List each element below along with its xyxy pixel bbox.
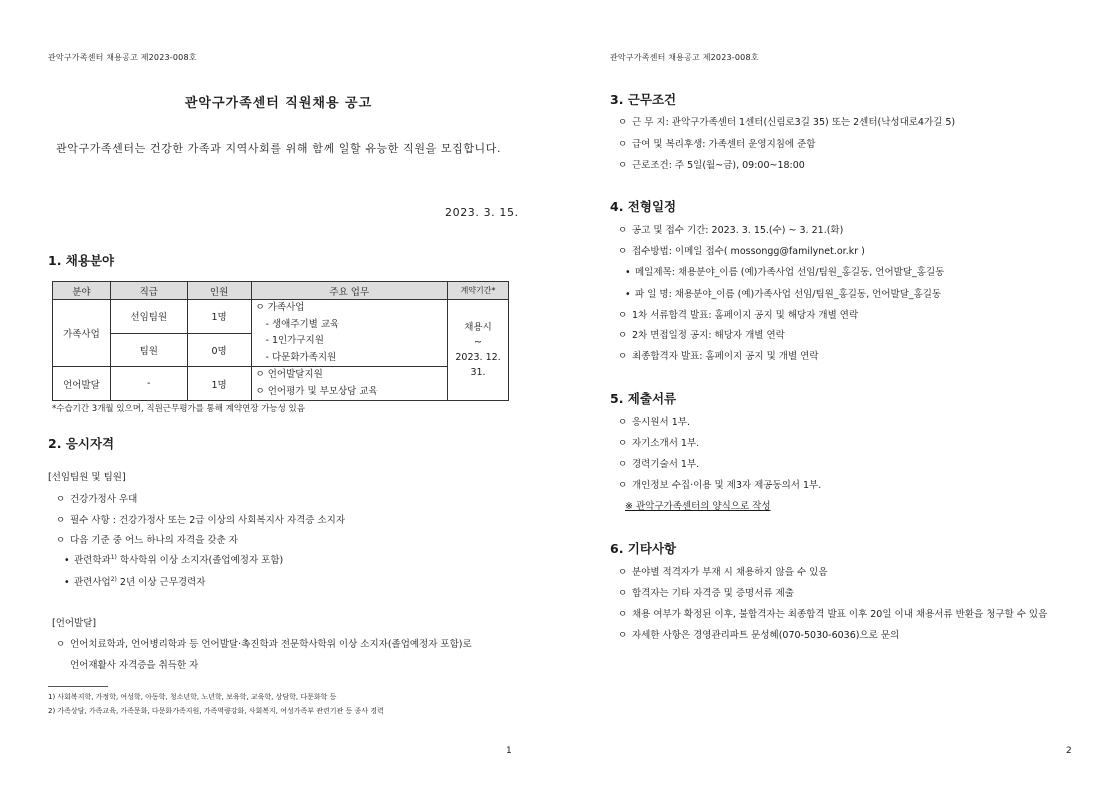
circle-bullet-icon: ㅇ: [618, 630, 628, 641]
table-header-cell: 주요 업무: [251, 282, 448, 300]
list-item-text: 관련사업: [74, 577, 111, 588]
circle-bullet-icon: ㅇ: [618, 246, 628, 257]
table-row: [53, 367, 509, 401]
contract-cell: [448, 300, 509, 401]
section-heading-documents: 5. 제출서류: [610, 391, 677, 406]
group-label: [선임팀원 및 팀원]: [48, 472, 126, 483]
circle-bullet-icon: ㅇ: [618, 588, 628, 599]
section-heading-schedule: 4. 전형일정: [610, 199, 677, 214]
field-cell: 언어발달: [53, 367, 111, 401]
list-item-text: 건강가정사 우대: [70, 494, 138, 505]
list-item-text: 관련학과: [74, 555, 111, 566]
list-item-text: 개인정보 수집·이용 및 제3자 제공동의서 1부.: [632, 480, 822, 491]
bullet-icon: •: [64, 577, 70, 588]
footnote: 2) 가족상담, 가족교육, 가족문화, 다문화가족지원, 가족역량강화, 사회복지, 여성가족부 관련기관 등 종사 경력: [48, 707, 384, 715]
page-2: [557, 0, 1114, 787]
list-item-text: 최종합격자 발표: 홈페이지 공지 및 개별 연락: [632, 351, 819, 362]
list-item: [618, 477, 821, 491]
circle-bullet-icon: ㅇ: [56, 639, 66, 650]
list-item: [56, 636, 472, 650]
circle-bullet-icon: ㅇ: [618, 459, 628, 470]
bullet-icon: •: [625, 289, 631, 300]
list-item: [618, 114, 955, 128]
list-item-text: 자기소개서 1부.: [632, 438, 700, 449]
circle-bullet-icon: ㅇ: [618, 330, 628, 341]
sub-list-item: [625, 264, 944, 278]
circle-bullet-icon: ㅇ: [618, 480, 628, 491]
page-header: 관악구가족센터 채용공고 제2023-008호: [610, 53, 759, 62]
recruitment-table: [52, 281, 509, 401]
group-label: [언어발달]: [52, 618, 97, 629]
section-heading-recruitment: 1. 채용분야: [48, 253, 115, 268]
duty-line: ㅇ 가족사업: [255, 302, 305, 313]
list-item-text: 분야별 적격자가 부재 시 채용하지 않을 수 있음: [632, 567, 828, 578]
list-item: [618, 456, 699, 470]
circle-bullet-icon: ㅇ: [618, 310, 628, 321]
list-item-text: 급여 및 복리후생: 가족센터 운영지침에 준함: [632, 139, 816, 150]
table-row: [53, 300, 509, 334]
list-item-text: 파 일 명: 채용분야_이름 (예)가족사업 선임/팀원_홍길동, 언어발달_홍길동: [635, 289, 942, 300]
count-cell: 1명: [187, 300, 251, 334]
circle-bullet-icon: ㅇ: [56, 535, 66, 546]
list-item-text: 접수방법: 이메일 접수( mossongg@familynet.or.kr ): [632, 246, 865, 257]
footnote-ref: 2): [110, 575, 117, 583]
table-header-cell: 분야: [53, 282, 111, 300]
sub-list-item: [64, 552, 283, 566]
list-item-text: 근로조건: 주 5일(월~금), 09:00~18:00: [632, 160, 805, 171]
duty-line: ㅇ 언어평가 및 부모상담 교육: [255, 385, 378, 397]
count-cell: 0명: [187, 333, 251, 367]
list-item-text: 1차 서류합격 발표: 홈페이지 공지 및 해당자 개별 연락: [632, 310, 859, 321]
list-item-text: 근 무 지: 관악구가족센터 1센터(신림로3길 35) 또는 2센터(낙성대로4가길 5): [632, 117, 956, 128]
circle-bullet-icon: ㅇ: [618, 567, 628, 578]
circle-bullet-icon: ㅇ: [618, 117, 628, 128]
page-number: 2: [1066, 746, 1072, 756]
list-item-text: 메일제목: 채용분야_이름 (예)가족사업 선임/팀원_홍길동, 언어발달_홍길동: [635, 267, 945, 278]
list-item-text: 채용 여부가 확정된 이후, 불합격자는 최종합격 발표 이후 20일 이내 채용서류 반환을 청구할 수 있음: [632, 609, 1048, 620]
duty-line: - 생애주기별 교육: [265, 318, 340, 330]
bullet-icon: •: [64, 555, 70, 566]
footnote-divider: [48, 686, 108, 687]
circle-bullet-icon: ㅇ: [618, 417, 628, 428]
list-item: [56, 532, 238, 546]
sub-list-item: [64, 574, 205, 588]
list-item-text: 경력기술서 1부.: [632, 459, 700, 470]
rank-cell: 팀원: [110, 333, 187, 367]
page-number: 1: [506, 746, 512, 756]
circle-bullet-icon: ㅇ: [56, 494, 66, 505]
count-cell: 1명: [187, 367, 251, 401]
circle-bullet-icon: ㅇ: [618, 139, 628, 150]
list-item: [618, 243, 865, 257]
list-item: [618, 606, 1047, 620]
list-item-text: 필수 사항 : 건강가정사 또는 2급 이상의 사회복지사 자격증 소지자: [70, 515, 346, 526]
document-title: 관악구가족센터 직원채용 공고: [184, 96, 373, 111]
list-item: [618, 414, 690, 428]
page-header: 관악구가족센터 채용공고 제2023-008호: [48, 53, 197, 62]
circle-bullet-icon: ㅇ: [618, 160, 628, 171]
list-item-text: 자세한 사항은 경영관리파트 문성혜(070-5030-6036)으로 문의: [632, 630, 900, 641]
circle-bullet-icon: ㅇ: [618, 351, 628, 362]
table-header-row: [53, 282, 509, 300]
footnote-ref: 1): [110, 553, 117, 561]
sub-list-item: [625, 286, 941, 300]
list-item: [618, 348, 819, 362]
section-heading-misc: 6. 기타사항: [610, 541, 677, 556]
list-item: [618, 222, 843, 236]
circle-bullet-icon: ㅇ: [618, 225, 628, 236]
list-item-text: 응시원서 1부.: [632, 417, 690, 428]
list-item: [56, 491, 137, 505]
table-note: *수습기간 3개월 있으며, 직원근무평가를 통해 계약연장 가능성 있음: [52, 404, 305, 414]
list-item-continuation: 언어재활사 자격증을 취득한 자: [70, 660, 199, 671]
list-item-text: 공고 및 접수 기간: 2023. 3. 15.(수) ~ 3. 21.(화): [632, 225, 844, 236]
list-item: [618, 435, 699, 449]
notice-date: 2023. 3. 15.: [445, 206, 519, 219]
circle-bullet-icon: ㅇ: [618, 609, 628, 620]
list-item: [618, 157, 805, 171]
list-item: [618, 307, 858, 321]
list-item-text: 학사학위 이상 소지자(졸업예정자 포함): [116, 555, 284, 566]
duty-line: - 다문화가족지원: [265, 351, 337, 363]
circle-bullet-icon: ㅇ: [618, 438, 628, 449]
list-item: [56, 512, 345, 526]
section-heading-eligibility: 2. 응시자격: [48, 436, 115, 451]
rank-cell: 선임팀원: [110, 300, 187, 334]
bullet-icon: •: [625, 267, 631, 278]
contract-line: 채용시: [464, 322, 492, 333]
list-item-text: 언어치료학과, 언어병리학과 등 언어발달·촉진학과 전문학사학위 이상 소지자(졸업예정자 포함)로: [70, 639, 472, 650]
list-item-text: 2차 면접일정 공지: 해당자 개별 연락: [632, 330, 785, 341]
section-heading-conditions: 3. 근무조건: [610, 92, 677, 107]
contract-line: ~: [474, 337, 482, 348]
duty-cell: [251, 300, 448, 367]
list-item: [618, 585, 794, 599]
list-item: [618, 564, 828, 578]
footnote: 1) 사회복지학, 가정학, 여성학, 아동학, 청소년학, 노년학, 보육학, 교육학, 상담학, 다문화학 등: [48, 693, 337, 701]
table-header-cell: 계약기간*: [448, 282, 509, 300]
field-cell: 가족사업: [53, 300, 111, 367]
duty-line: ㅇ 언어발달지원: [255, 369, 323, 380]
list-item-text: 다음 기준 중 어느 하나의 자격을 갖춘 자: [70, 535, 238, 546]
rank-cell: -: [110, 367, 187, 401]
table-header-cell: 직급: [110, 282, 187, 300]
circle-bullet-icon: ㅇ: [56, 515, 66, 526]
list-item-text: 2년 이상 근무경력자: [116, 577, 206, 588]
list-item-text: 합격자는 기타 자격증 및 증명서류 제출: [632, 588, 794, 599]
table-header-cell: 인원: [187, 282, 251, 300]
contract-line: 2023. 12. 31.: [455, 352, 501, 378]
list-item: [618, 327, 785, 341]
list-item: [618, 627, 899, 641]
intro-text: 관악구가족센터는 건강한 가족과 지역사회를 위해 함께 일할 유능한 직원을 모집합니다.: [56, 142, 502, 155]
duty-line: - 1인가구지원: [265, 335, 324, 346]
duty-cell: [251, 367, 448, 401]
documents-note: ※ 관악구가족센터의 양식으로 작성: [625, 501, 771, 512]
list-item: [618, 136, 816, 150]
